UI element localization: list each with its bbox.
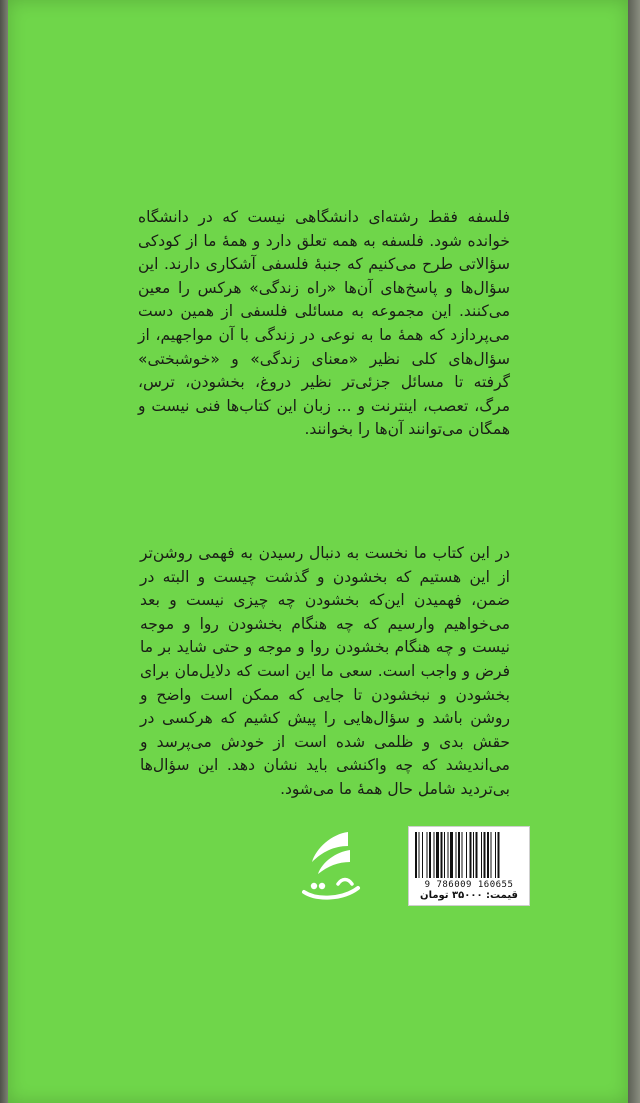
book-edge-left xyxy=(0,0,8,1103)
price-label: قیمت: ۳۵۰۰۰ تومان xyxy=(420,890,518,901)
book-edge-right xyxy=(628,0,640,1103)
blurb-paragraph-book: در این کتاب ما نخست به دنبال رسیدن به فهمی روشن‌تر از این هستیم که بخشودن و گذشت چیست و البته در ضمن، فهمیدن این‌که بخشودن چه چیزی نیست و بعد می‌خواهیم وارسیم که چه هنگام بخشودن روا و موجه نیست و چه هنگام بخشودن روا و موجه و حتی شاید بر ما فرض و واجب است. سعی ما این است که دلایل‌مان برای بخشودن و نبخشودن تا جایی که ممکن است واضح و روشن باشد و سؤال‌هایی را پیش کشیم که هرکسی در حقش بدی و ظلمی شده است از خودش می‌پرسد و می‌اندیشد که چه واکنشی باید نشان دهد. این سؤال‌ها بی‌تردید شامل حال همهٔ ما می‌شود. xyxy=(140,544,510,798)
barcode-label xyxy=(408,826,530,906)
barcode-bars xyxy=(415,832,523,878)
barcode-number: 9 786009 160655 xyxy=(424,880,514,890)
blurb-paragraph-series: فلسفه فقط رشته‌ای دانشگاهی نیست که در دانشگاه خوانده شود. فلسفه به همه تعلق دارد و همهٔ ما از کودکی سؤالاتی طرح می‌کنیم که جنبهٔ فلسفی آشکاری دارند. این سؤال‌ها و پاسخ‌های آن‌ها «راه زندگی» هرکس را معین می‌کنند. این مجموعه به مسائلی فلسفی از همین دست می‌پردازد که همهٔ ما به نوعی در زندگی با آن مواجهیم، از سؤال‌های کلی نظیر «معنای زندگی» و «خوشبختی» گرفته تا مسائل جزئی‌تر نظیر دروغ، بخشودن، ترس، مرگ، تعصب، اینترنت و ... زبان این کتاب‌ها فنی نیست و همگان می‌توانند آن‌ها را بخوانند. xyxy=(138,208,510,439)
publisher-logo xyxy=(298,826,366,902)
